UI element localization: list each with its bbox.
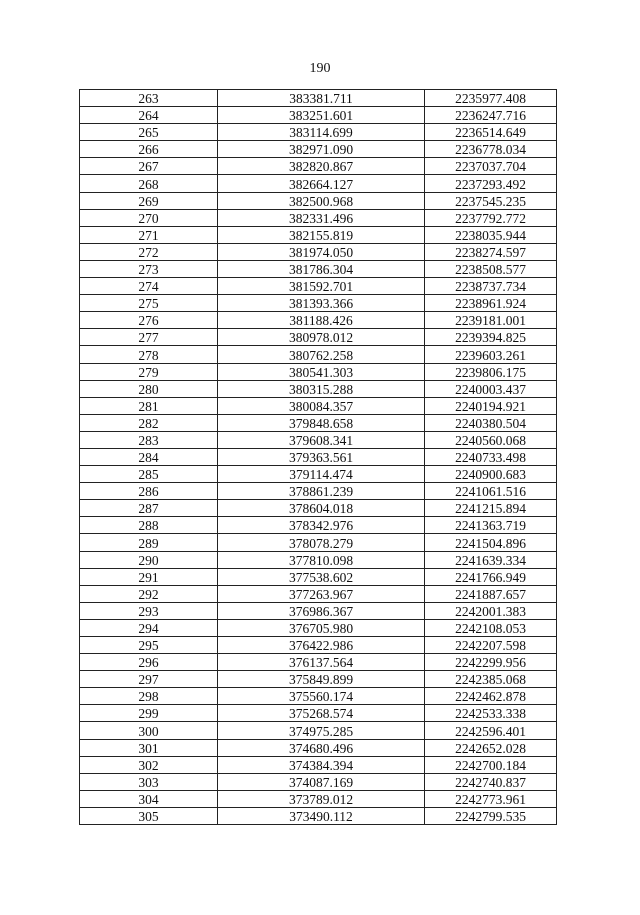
point-number-cell: 289 <box>80 534 218 551</box>
table-row <box>80 654 557 671</box>
point-number-cell: 302 <box>80 756 218 773</box>
table-row <box>80 243 557 260</box>
y-coordinate-cell: 2240380.504 <box>425 414 557 431</box>
table-row <box>80 278 557 295</box>
x-coordinate-cell: 376986.367 <box>218 602 425 619</box>
x-coordinate-cell: 373490.112 <box>218 807 425 824</box>
table-row <box>80 585 557 602</box>
point-number-cell: 294 <box>80 619 218 636</box>
y-coordinate-cell: 2240194.921 <box>425 397 557 414</box>
x-coordinate-cell: 380084.357 <box>218 397 425 414</box>
table-row <box>80 397 557 414</box>
x-coordinate-cell: 379608.341 <box>218 431 425 448</box>
y-coordinate-cell: 2236247.716 <box>425 107 557 124</box>
point-number-cell: 297 <box>80 671 218 688</box>
y-coordinate-cell: 2242385.068 <box>425 671 557 688</box>
table-row <box>80 739 557 756</box>
x-coordinate-cell: 377263.967 <box>218 585 425 602</box>
table-row <box>80 380 557 397</box>
table-row <box>80 192 557 209</box>
x-coordinate-cell: 382500.968 <box>218 192 425 209</box>
y-coordinate-cell: 2240900.683 <box>425 466 557 483</box>
table-row <box>80 705 557 722</box>
point-number-cell: 292 <box>80 585 218 602</box>
x-coordinate-cell: 378078.279 <box>218 534 425 551</box>
x-coordinate-cell: 382155.819 <box>218 226 425 243</box>
point-number-cell: 279 <box>80 363 218 380</box>
y-coordinate-cell: 2239394.825 <box>425 329 557 346</box>
x-coordinate-cell: 376705.980 <box>218 619 425 636</box>
y-coordinate-cell: 2242001.383 <box>425 602 557 619</box>
table-row <box>80 312 557 329</box>
x-coordinate-cell: 375849.899 <box>218 671 425 688</box>
x-coordinate-cell: 374680.496 <box>218 739 425 756</box>
point-number-cell: 295 <box>80 637 218 654</box>
x-coordinate-cell: 380762.258 <box>218 346 425 363</box>
y-coordinate-cell: 2242533.338 <box>425 705 557 722</box>
point-number-cell: 278 <box>80 346 218 363</box>
x-coordinate-cell: 378861.239 <box>218 483 425 500</box>
table-row <box>80 602 557 619</box>
point-number-cell: 288 <box>80 517 218 534</box>
x-coordinate-cell: 378342.976 <box>218 517 425 534</box>
y-coordinate-cell: 2235977.408 <box>425 90 557 107</box>
table-row <box>80 722 557 739</box>
point-number-cell: 266 <box>80 141 218 158</box>
x-coordinate-cell: 380541.303 <box>218 363 425 380</box>
y-coordinate-cell: 2241639.334 <box>425 551 557 568</box>
y-coordinate-cell: 2242299.956 <box>425 654 557 671</box>
point-number-cell: 269 <box>80 192 218 209</box>
x-coordinate-cell: 382664.127 <box>218 175 425 192</box>
table-row <box>80 209 557 226</box>
point-number-cell: 282 <box>80 414 218 431</box>
table-row <box>80 619 557 636</box>
y-coordinate-cell: 2241766.949 <box>425 568 557 585</box>
point-number-cell: 263 <box>80 90 218 107</box>
table-row <box>80 346 557 363</box>
y-coordinate-cell: 2237293.492 <box>425 175 557 192</box>
y-coordinate-cell: 2236778.034 <box>425 141 557 158</box>
point-number-cell: 274 <box>80 278 218 295</box>
point-number-cell: 291 <box>80 568 218 585</box>
y-coordinate-cell: 2238508.577 <box>425 260 557 277</box>
point-number-cell: 267 <box>80 158 218 175</box>
y-coordinate-cell: 2238961.924 <box>425 295 557 312</box>
x-coordinate-cell: 381393.366 <box>218 295 425 312</box>
point-number-cell: 301 <box>80 739 218 756</box>
y-coordinate-cell: 2242799.535 <box>425 807 557 824</box>
table-row <box>80 756 557 773</box>
y-coordinate-cell: 2242700.184 <box>425 756 557 773</box>
table-row <box>80 517 557 534</box>
table-row <box>80 431 557 448</box>
x-coordinate-cell: 381974.050 <box>218 243 425 260</box>
point-number-cell: 300 <box>80 722 218 739</box>
table-row <box>80 363 557 380</box>
point-number-cell: 296 <box>80 654 218 671</box>
x-coordinate-cell: 376422.986 <box>218 637 425 654</box>
x-coordinate-cell: 383381.711 <box>218 90 425 107</box>
x-coordinate-cell: 380315.288 <box>218 380 425 397</box>
point-number-cell: 272 <box>80 243 218 260</box>
y-coordinate-cell: 2237792.772 <box>425 209 557 226</box>
table-row <box>80 295 557 312</box>
point-number-cell: 276 <box>80 312 218 329</box>
table-row <box>80 534 557 551</box>
y-coordinate-cell: 2241504.896 <box>425 534 557 551</box>
point-number-cell: 303 <box>80 773 218 790</box>
table-row <box>80 551 557 568</box>
y-coordinate-cell: 2240003.437 <box>425 380 557 397</box>
point-number-cell: 273 <box>80 260 218 277</box>
y-coordinate-cell: 2241061.516 <box>425 483 557 500</box>
y-coordinate-cell: 2239603.261 <box>425 346 557 363</box>
point-number-cell: 265 <box>80 124 218 141</box>
point-number-cell: 293 <box>80 602 218 619</box>
table-row <box>80 773 557 790</box>
y-coordinate-cell: 2242462.878 <box>425 688 557 705</box>
table-row <box>80 671 557 688</box>
point-number-cell: 280 <box>80 380 218 397</box>
table-row <box>80 688 557 705</box>
y-coordinate-cell: 2236514.649 <box>425 124 557 141</box>
table-row <box>80 175 557 192</box>
x-coordinate-cell: 373789.012 <box>218 790 425 807</box>
x-coordinate-cell: 374384.394 <box>218 756 425 773</box>
y-coordinate-cell: 2237037.704 <box>425 158 557 175</box>
y-coordinate-cell: 2237545.235 <box>425 192 557 209</box>
x-coordinate-cell: 381786.304 <box>218 260 425 277</box>
coordinates-table <box>79 89 557 825</box>
table-row <box>80 141 557 158</box>
point-number-cell: 305 <box>80 807 218 824</box>
y-coordinate-cell: 2239806.175 <box>425 363 557 380</box>
x-coordinate-cell: 374087.169 <box>218 773 425 790</box>
y-coordinate-cell: 2242740.837 <box>425 773 557 790</box>
point-number-cell: 281 <box>80 397 218 414</box>
table-row <box>80 500 557 517</box>
x-coordinate-cell: 377810.098 <box>218 551 425 568</box>
table-row <box>80 483 557 500</box>
x-coordinate-cell: 382331.496 <box>218 209 425 226</box>
table-row <box>80 568 557 585</box>
x-coordinate-cell: 383251.601 <box>218 107 425 124</box>
y-coordinate-cell: 2242596.401 <box>425 722 557 739</box>
point-number-cell: 287 <box>80 500 218 517</box>
coordinates-table-body <box>80 90 557 825</box>
x-coordinate-cell: 379114.474 <box>218 466 425 483</box>
x-coordinate-cell: 379363.561 <box>218 448 425 465</box>
table-row <box>80 448 557 465</box>
y-coordinate-cell: 2239181.001 <box>425 312 557 329</box>
table-row <box>80 107 557 124</box>
y-coordinate-cell: 2242773.961 <box>425 790 557 807</box>
x-coordinate-cell: 376137.564 <box>218 654 425 671</box>
point-number-cell: 270 <box>80 209 218 226</box>
y-coordinate-cell: 2238737.734 <box>425 278 557 295</box>
point-number-cell: 286 <box>80 483 218 500</box>
table-row <box>80 260 557 277</box>
point-number-cell: 268 <box>80 175 218 192</box>
page-number: 190 <box>309 61 331 76</box>
x-coordinate-cell: 375268.574 <box>218 705 425 722</box>
point-number-cell: 285 <box>80 466 218 483</box>
x-coordinate-cell: 375560.174 <box>218 688 425 705</box>
y-coordinate-cell: 2238035.944 <box>425 226 557 243</box>
y-coordinate-cell: 2240560.068 <box>425 431 557 448</box>
point-number-cell: 275 <box>80 295 218 312</box>
table-row <box>80 90 557 107</box>
y-coordinate-cell: 2241215.894 <box>425 500 557 517</box>
point-number-cell: 264 <box>80 107 218 124</box>
y-coordinate-cell: 2242652.028 <box>425 739 557 756</box>
point-number-cell: 298 <box>80 688 218 705</box>
x-coordinate-cell: 379848.658 <box>218 414 425 431</box>
table-row <box>80 124 557 141</box>
point-number-cell: 284 <box>80 448 218 465</box>
x-coordinate-cell: 378604.018 <box>218 500 425 517</box>
point-number-cell: 277 <box>80 329 218 346</box>
x-coordinate-cell: 383114.699 <box>218 124 425 141</box>
y-coordinate-cell: 2242108.053 <box>425 619 557 636</box>
x-coordinate-cell: 381592.701 <box>218 278 425 295</box>
point-number-cell: 304 <box>80 790 218 807</box>
y-coordinate-cell: 2240733.498 <box>425 448 557 465</box>
y-coordinate-cell: 2238274.597 <box>425 243 557 260</box>
x-coordinate-cell: 381188.426 <box>218 312 425 329</box>
table-row <box>80 807 557 824</box>
x-coordinate-cell: 380978.012 <box>218 329 425 346</box>
x-coordinate-cell: 377538.602 <box>218 568 425 585</box>
x-coordinate-cell: 382971.090 <box>218 141 425 158</box>
point-number-cell: 290 <box>80 551 218 568</box>
table-row <box>80 329 557 346</box>
x-coordinate-cell: 382820.867 <box>218 158 425 175</box>
table-row <box>80 158 557 175</box>
table-row <box>80 414 557 431</box>
y-coordinate-cell: 2241363.719 <box>425 517 557 534</box>
point-number-cell: 299 <box>80 705 218 722</box>
y-coordinate-cell: 2242207.598 <box>425 637 557 654</box>
table-row <box>80 466 557 483</box>
table-row <box>80 637 557 654</box>
table-row <box>80 226 557 243</box>
table-row <box>80 790 557 807</box>
point-number-cell: 283 <box>80 431 218 448</box>
point-number-cell: 271 <box>80 226 218 243</box>
y-coordinate-cell: 2241887.657 <box>425 585 557 602</box>
x-coordinate-cell: 374975.285 <box>218 722 425 739</box>
